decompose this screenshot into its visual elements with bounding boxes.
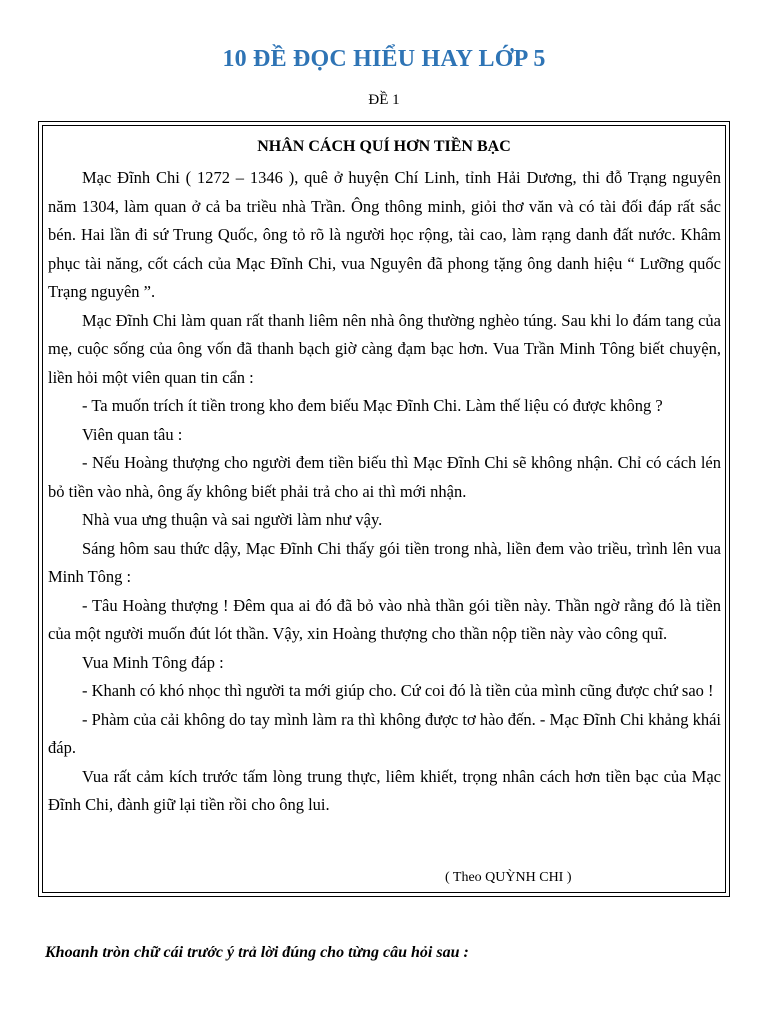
passage-paragraph: Vua rất cảm kích trước tấm lòng trung thực, liêm khiết, trọng nhân cách hơn tiền bạc của Mạc Đĩnh Chi, đành giữ lại tiền rồi cho ông lui. (48, 766, 721, 814)
passage-paragraph: - Nếu Hoàng thượng cho người đem tiền biếu thì Mạc Đĩnh Chi sẽ không nhận. Chỉ có cách lén bỏ tiền vào nhà, ông ấy không biết phải trả cho ai thì mới nhận. (48, 453, 721, 501)
passage-paragraph: Vua Minh Tông đáp : (82, 652, 224, 672)
passage-paragraph: Sáng hôm sau thức dậy, Mạc Đĩnh Chi thấy gói tiền trong nhà, liền đem vào triều, trình lên vua Minh Tông : (48, 538, 721, 586)
passage-paragraph: Nhà vua ưng thuận và sai người làm như vậy. (82, 510, 383, 529)
document-title: 10 ĐỀ ĐỌC HIỂU HAY LỚP 5 (222, 46, 546, 72)
passage-frame (38, 121, 730, 897)
passage-paragraph: - Phàm của cải không do tay mình làm ra thì không được tơ hào đến. - Mạc Đĩnh Chi khảng khái đáp. (48, 709, 721, 757)
passage-source: ( Theo QUỲNH CHI ) (445, 870, 572, 885)
passage-paragraph: Mạc Đĩnh Chi ( 1272 – 1346 ), quê ở huyện Chí Linh, tỉnh Hải Dương, thi đỗ Trạng nguyên năm 1304, làm quan ở cả ba triều nhà Trần. Ông thông minh, giỏi thơ văn và có tài đối đáp rất sắc bén. Hai lần đi sứ Trung Quốc, ông tỏ rõ là người học rộng, tài cao, làm rạng danh đất nước. Khâm phục tài năng, cốt cách của Mạc Đĩnh Chi, vua Nguyên đã phong tặng ông danh hiệu “ Lưỡng quốc Trạng nguyên ”. (48, 168, 721, 301)
question-instruction: Khoanh tròn chữ cái trước ý trả lời đúng cho từng câu hỏi sau : (45, 944, 469, 961)
passage-paragraph: - Ta muốn trích ít tiền trong kho đem biếu Mạc Đĩnh Chi. Làm thế liệu có được không ? (82, 396, 663, 415)
passage-paragraph: Mạc Đĩnh Chi làm quan rất thanh liêm nên nhà ông thường nghèo túng. Sau khi lo đám tang của mẹ, cuộc sống của ông vốn đã thanh bạch giờ càng đạm bạc hơn. Vua Trần Minh Tông biết chuyện, liền hỏi một viên quan tin cẩn : (48, 310, 721, 387)
passage-paragraph: - Tâu Hoàng thượng ! Đêm qua ai đó đã bỏ vào nhà thần gói tiền này. Thần ngờ rằng đó là tiền của một người muốn đút lót thần. Vậy, xin Hoàng thượng cho thần nộp tiền này vào công quĩ. (48, 595, 721, 643)
passage-paragraph: - Khanh có khó nhọc thì người ta mới giúp cho. Cứ coi đó là tiền của mình cũng được chứ sao ! (82, 681, 714, 700)
passage-title: NHÂN CÁCH QUÍ HƠN TIỀN BẠC (257, 138, 511, 155)
exam-number: ĐỀ 1 (368, 92, 400, 108)
passage-frame-inner (42, 125, 726, 893)
passage-body (48, 164, 721, 820)
passage-paragraph: Viên quan tâu : (82, 424, 183, 444)
